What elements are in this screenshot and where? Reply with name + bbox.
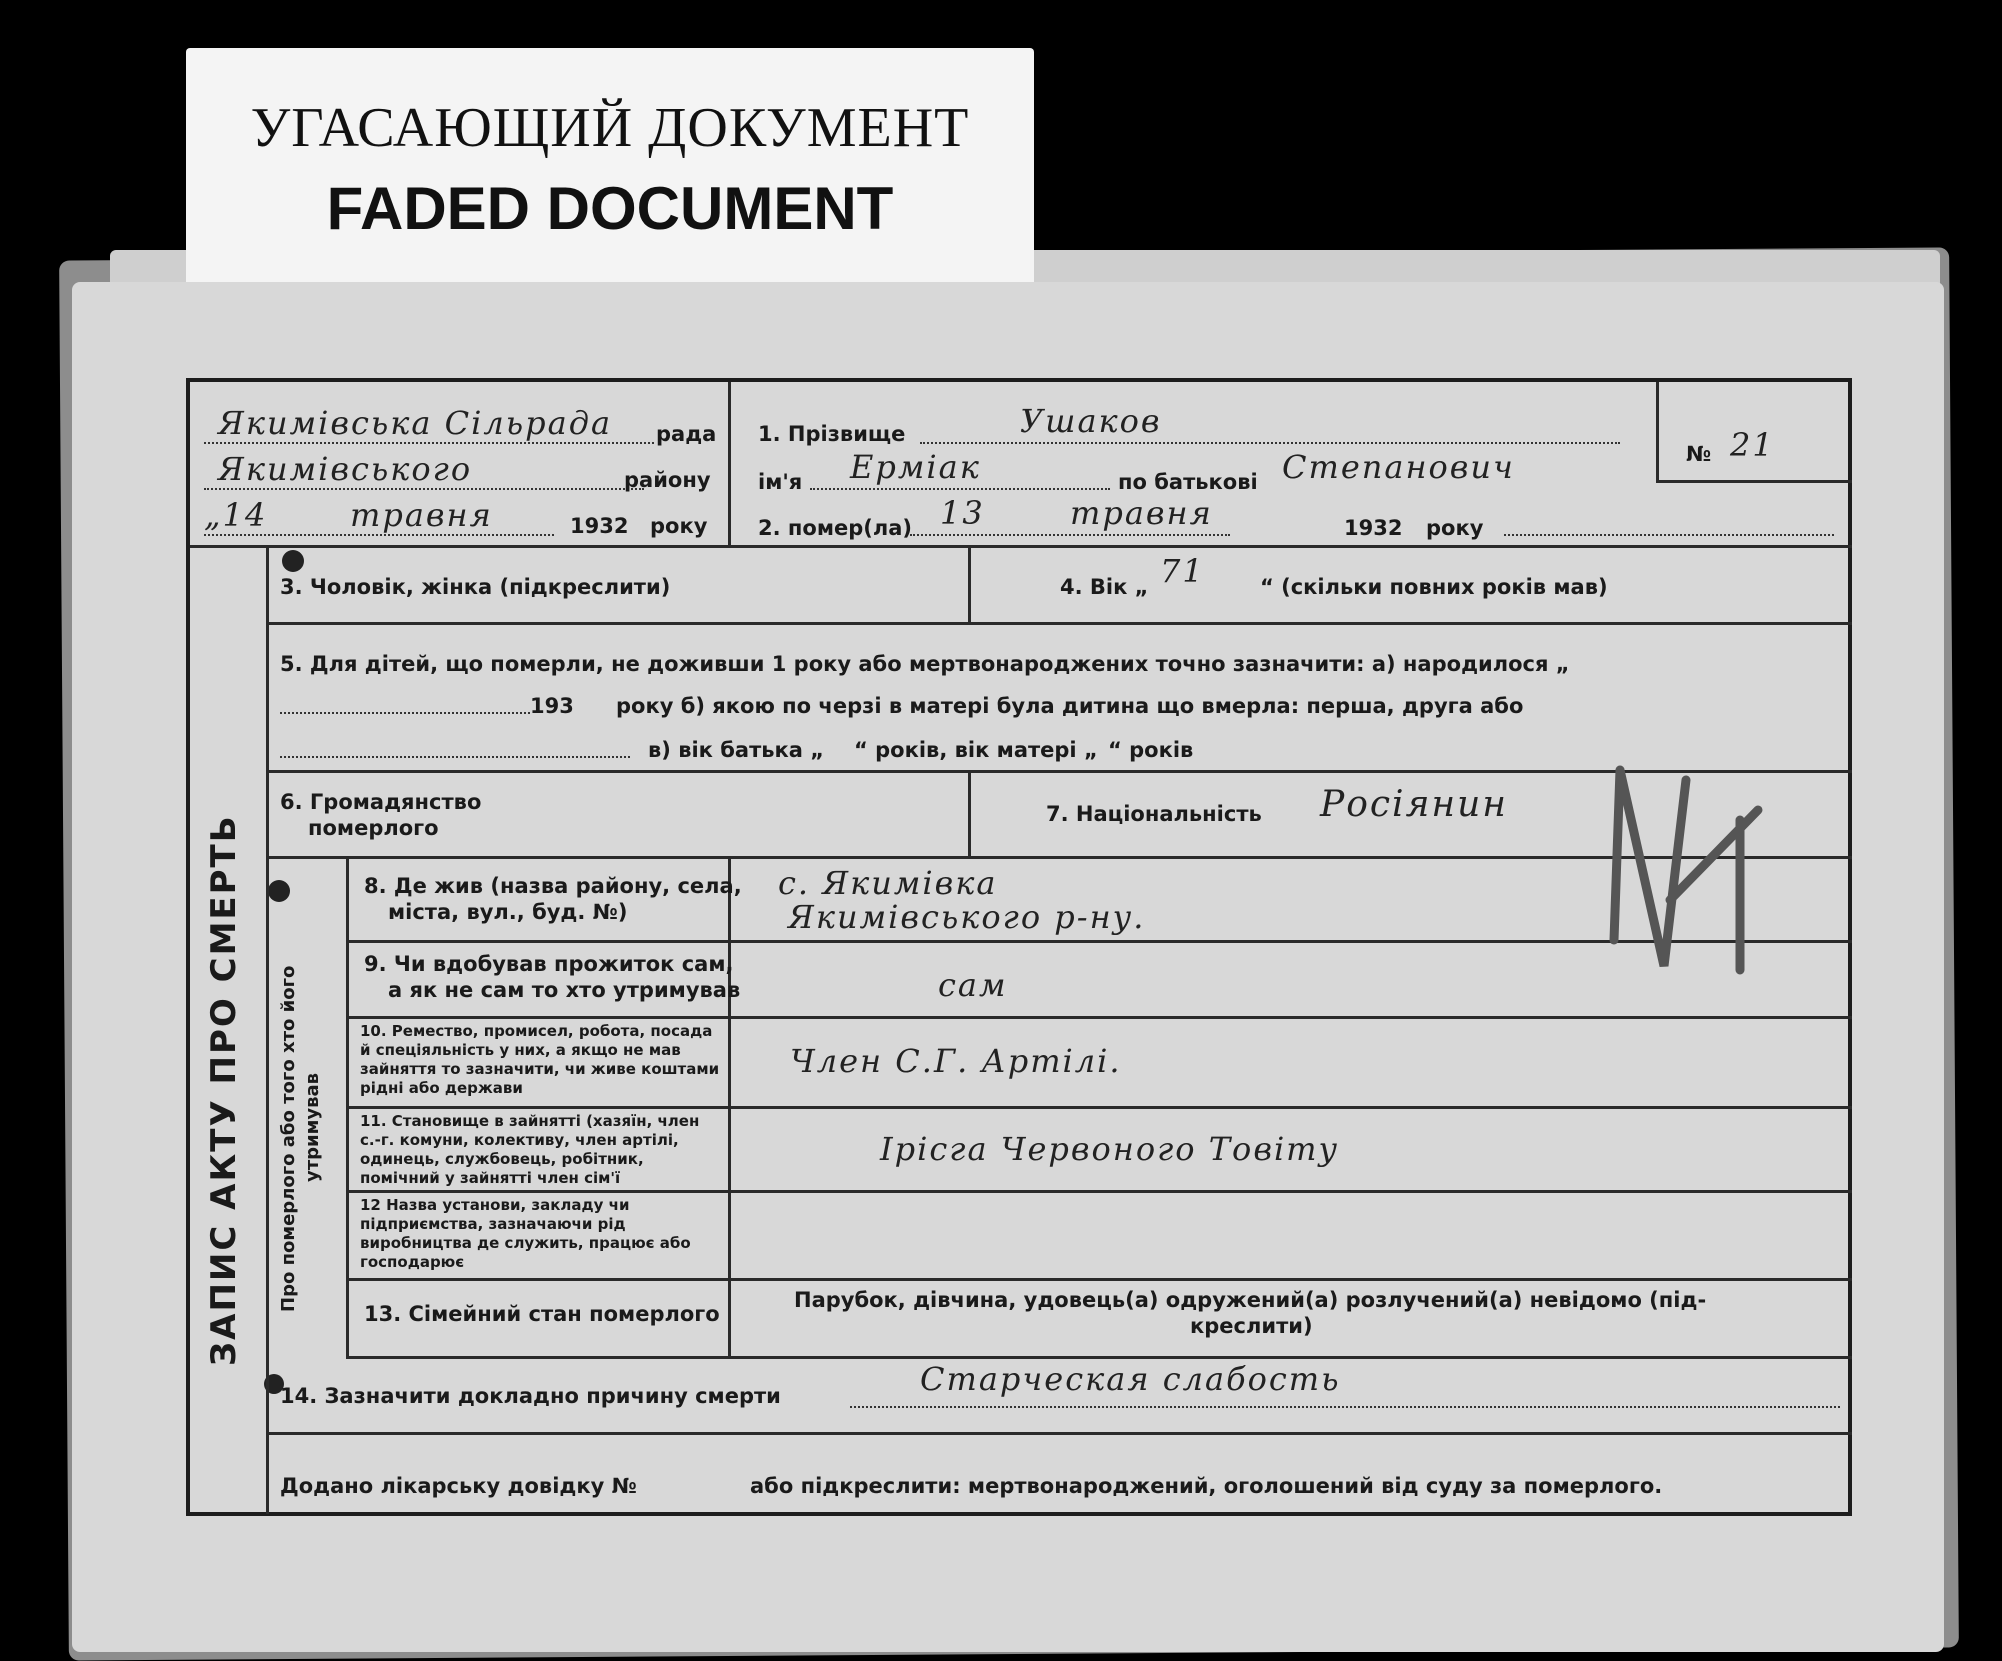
s11-employment-value: Ірісга Червоного Товіту [880, 1130, 1340, 1168]
stamp-title-en: FADED DOCUMENT [326, 175, 894, 242]
s14-cause-value: Старческая слабость [920, 1360, 1341, 1398]
s9-livelihood-label-2: а як не сам то хто утримував [388, 978, 741, 1002]
s12-institution-label: 12 Назва установи, закладу чи підприємства, зазначаючи рід виробництва де служить, працює або господарює [360, 1196, 691, 1271]
s7-nationality-label: 7. Національність [1046, 802, 1262, 826]
s8-residence-value-2: Якимівського р-ну. [788, 898, 1146, 936]
s5-years: “ років [1108, 738, 1194, 762]
surname-value: Ушаков [1020, 402, 1162, 440]
record-date-month: травня [350, 496, 493, 534]
s8-residence-label-2: міста, вул., буд. №) [388, 900, 628, 924]
footer-underline-options: або підкреслити: мертвонароджений, оголошений від суду за померлого. [750, 1474, 1663, 1498]
s13-marital-options-1: Парубок, дівчина, удовець(а) одружений(а) розлучений(а) невідомо (під- [794, 1288, 1707, 1312]
s4-age-value: 71 [1160, 552, 1205, 590]
s7-nationality-value: Росіянин [1320, 784, 1509, 825]
rada-value: Якимівська Сільрада [218, 404, 613, 442]
s5-father-age: в) вік батька „ [648, 738, 825, 762]
faded-document-stamp [186, 48, 1034, 286]
side-group-label-1: Про померлого або того хто його [278, 965, 299, 1312]
s4-age-label: 4. Вік „ [1060, 575, 1149, 599]
pencil-mark [1590, 740, 1780, 990]
s5-mother-age: “ років, вік матері „ [854, 738, 1098, 762]
side-title-vertical: ЗАПИС АКТУ ПРО СМЕРТЬ [204, 814, 244, 1366]
record-date-year: 1932 [570, 514, 629, 538]
s10-occupation-label: 10. Ремество, промисел, робота, посада й спеціяльність у них, а якщо не мав зайняття то зазначити, чи живе коштами рідні або держави [360, 1022, 720, 1097]
first-name-value: Ерміак [850, 448, 981, 486]
died-day: 13 [940, 494, 985, 532]
s5-line-2: року б) якою по черзі в матері була дитина що вмерла: перша, друга або [616, 694, 1524, 718]
s4-age-suffix: “ (скільки повних років мав) [1260, 575, 1608, 599]
patronymic-value: Степанович [1282, 448, 1515, 486]
s8-residence-label-1: 8. Де жив (назва району, села, [364, 874, 742, 898]
rada-label: рада [656, 422, 717, 446]
record-number-label: № [1686, 442, 1712, 466]
s13-marital-options-2: креслити) [1190, 1314, 1313, 1338]
s5-year: 193 [530, 694, 574, 718]
died-label: 2. помер(ла) [758, 516, 913, 540]
surname-label: 1. Прізвище [758, 422, 906, 446]
died-year: 1932 [1344, 516, 1403, 540]
record-date-day: „14 [204, 496, 268, 534]
record-number-value: 21 [1730, 426, 1775, 464]
s10-occupation-value: Член С.Г. Артілі. [790, 1042, 1122, 1080]
record-date-suffix: року [650, 514, 708, 538]
first-name-label: ім'я [758, 470, 803, 494]
s8-residence-value-1: с. Якимівка [778, 864, 998, 902]
s9-livelihood-label-1: 9. Чи вдобував прожиток сам, [364, 952, 734, 976]
s5-line-1: 5. Для дітей, що померли, не доживши 1 року або мертвонароджених точно зазначити: а) народилося „ [280, 652, 1570, 676]
s6-citizenship-label-1: 6. Громадянство [280, 790, 482, 814]
died-month: травня [1070, 494, 1213, 532]
raion-value: Якимівського [218, 450, 473, 488]
s11-employment-label: 11. Становище в зайнятті (хазяїн, член с.-г. комуни, колективу, член артілі, одинець, службовець, робітник, помічний у зайнятті член сім'ї [360, 1112, 700, 1187]
s14-cause-label: 14. Зазначити докладно причину смерти [280, 1384, 781, 1408]
s13-marital-label: 13. Сімейний стан померлого [364, 1302, 720, 1326]
side-group-label-2: утримував [302, 1072, 323, 1182]
stamp-title-ru: УГАСАЮЩИЙ ДОКУМЕНТ [250, 97, 970, 159]
footer-medical-certificate: Додано лікарську довідку № [280, 1474, 637, 1498]
raion-label: району [624, 468, 711, 492]
patronymic-label: по батькові [1118, 470, 1258, 494]
s9-livelihood-value: сам [938, 966, 1008, 1004]
s3-sex: 3. Чоловік, жінка (підкреслити) [280, 575, 671, 599]
s6-citizenship-label-2: померлого [308, 816, 439, 840]
died-suffix: року [1426, 516, 1484, 540]
